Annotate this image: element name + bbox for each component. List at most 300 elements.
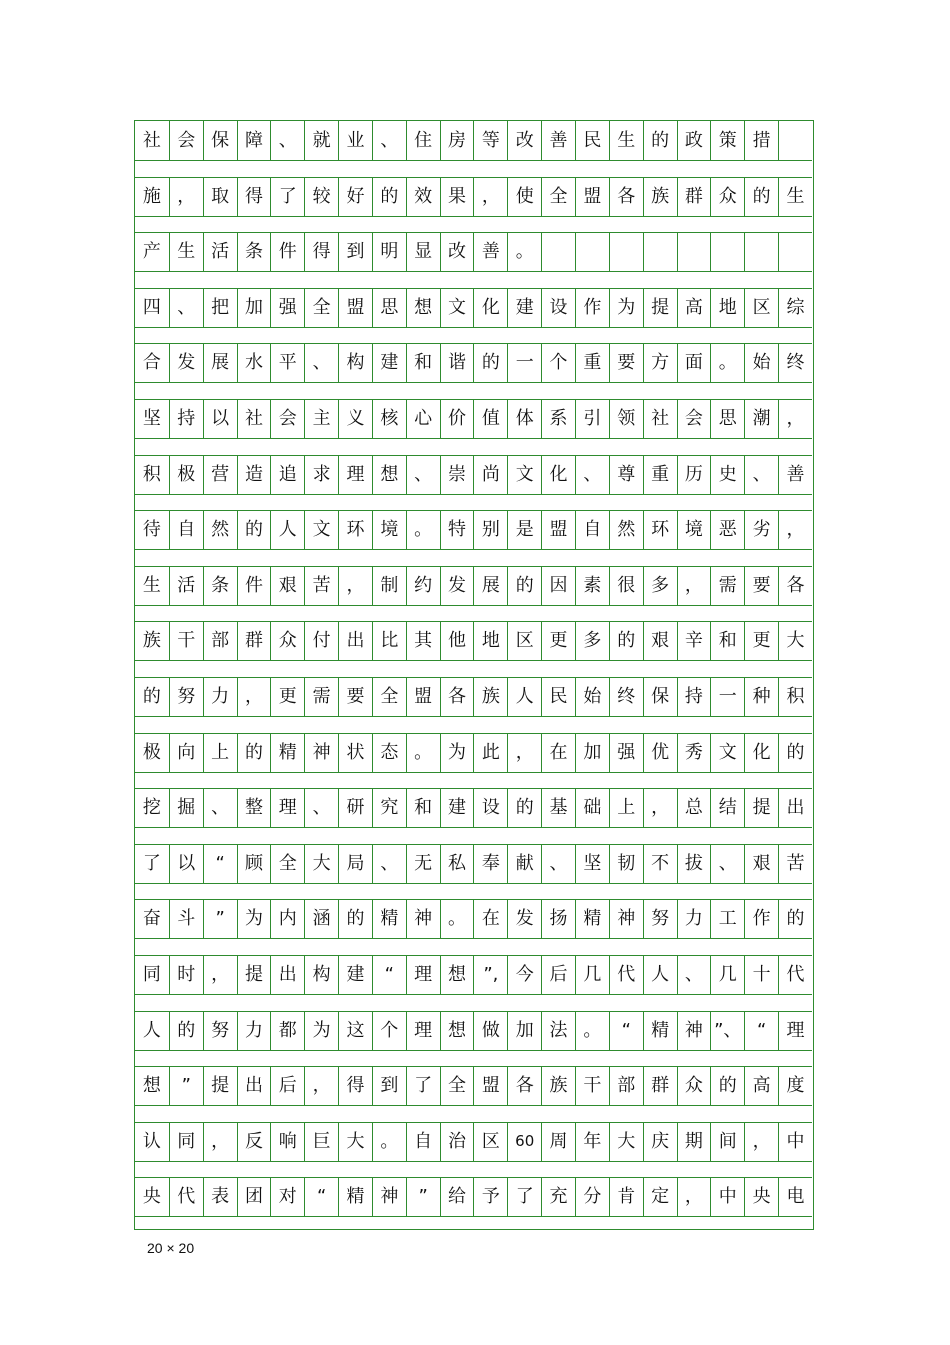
grid-size-label: 20 × 20 [147,1240,195,1256]
grid-cell: 私 [440,844,474,884]
grid-cell: 谐 [440,343,474,383]
grid-cell: 显 [406,232,440,272]
grid-cell [677,232,711,272]
grid-cell: 了 [507,1177,541,1217]
grid-cell: 各 [440,677,474,717]
grid-cell: 、 [372,121,406,161]
grid-cell: 60 [507,1122,541,1162]
grid-cell: 状 [338,733,372,773]
grid-cell: 同 [169,1122,203,1162]
grid-cell: 盟 [338,288,372,328]
grid-cell: 想 [440,955,474,995]
grid-cell: 盟 [575,177,609,217]
grid-cell: 核 [372,399,406,439]
grid-cell: ， [677,1177,711,1217]
grid-cell: ， [677,566,711,606]
grid-cell: 政 [677,121,711,161]
grid-cell: 加 [507,1011,541,1051]
grid-cell: 掘 [169,788,203,828]
grid-cell: “ [203,844,237,884]
grid-cell: 等 [473,121,507,161]
grid-cell: 族 [135,621,169,661]
grid-cell: 优 [643,733,677,773]
grid-cell: 尚 [473,455,507,495]
grid-cell: 自 [575,510,609,550]
grid-cell: 要 [338,677,372,717]
grid-cell: 基 [541,788,575,828]
grid-line [135,121,812,161]
grid-cell: 、 [541,844,575,884]
grid-cell: 、 [304,343,338,383]
grid-cell: 力 [203,677,237,717]
grid-cell: ， [203,955,237,995]
grid-cell: 度 [778,1066,812,1106]
grid-cell: 保 [203,121,237,161]
grid-cell: 个 [372,1011,406,1051]
grid-cell: 活 [169,566,203,606]
grid-cell: 生 [778,177,812,217]
grid-cell: 治 [440,1122,474,1162]
grid-cell: 要 [609,343,643,383]
grid-cell: 建 [440,788,474,828]
grid-cell: 部 [203,621,237,661]
grid-cell: 人 [135,1011,169,1051]
grid-cell: 强 [609,733,643,773]
grid-cell: 营 [203,455,237,495]
grid-cell: 四 [135,288,169,328]
grid-cell: 活 [203,232,237,272]
grid-cell: 族 [473,677,507,717]
grid-cell: 的 [507,788,541,828]
grid-cell: 的 [237,510,271,550]
grid-cell: 给 [440,1177,474,1217]
grid-cell: ”、 [710,1011,744,1051]
grid-cell: 精 [643,1011,677,1051]
grid-cell: 涵 [304,899,338,939]
grid-cell: 强 [270,288,304,328]
grid-cell: 区 [744,288,778,328]
grid-cell: ， [778,399,812,439]
grid-line [135,844,812,884]
grid-cell: 的 [609,621,643,661]
grid-cell: 电 [778,1177,812,1217]
grid-cell: 地 [710,288,744,328]
grid-cell [744,232,778,272]
grid-cell: 中 [710,1177,744,1217]
grid-cell: 在 [541,733,575,773]
grid-cell: 盟 [473,1066,507,1106]
grid-line [135,1122,812,1162]
grid-cell: 使 [507,177,541,217]
grid-cell: 定 [643,1177,677,1217]
grid-cell: 措 [744,121,778,161]
grid-cell: 始 [744,343,778,383]
grid-cell: 好 [338,177,372,217]
grid-cell: 需 [304,677,338,717]
grid-cell: 区 [473,1122,507,1162]
grid-cell: 大 [609,1122,643,1162]
grid-cell: 几 [710,955,744,995]
grid-cell: 因 [541,566,575,606]
grid-cell: 为 [609,288,643,328]
grid-cell: 、 [203,788,237,828]
grid-cell: 众 [710,177,744,217]
grid-cell: 艰 [270,566,304,606]
grid-cell: 。 [440,899,474,939]
grid-cell: 。 [406,733,440,773]
grid-cell: 团 [237,1177,271,1217]
grid-cell: ， [203,1122,237,1162]
grid-cell: 建 [372,343,406,383]
grid-cell: 人 [507,677,541,717]
grid-cell: 得 [338,1066,372,1106]
grid-cell: 了 [135,844,169,884]
grid-cell: 明 [372,232,406,272]
grid-cell: “ [304,1177,338,1217]
grid-cell: 挖 [135,788,169,828]
grid-cell: 极 [135,733,169,773]
grid-line [135,399,812,439]
grid-cell: 拔 [677,844,711,884]
grid-cell: 、 [710,844,744,884]
grid-cell: 苦 [778,844,812,884]
grid-cell: 局 [338,844,372,884]
grid-line [135,232,812,272]
grid-cell: 要 [744,566,778,606]
grid-cell: 加 [237,288,271,328]
grid-cell: 自 [406,1122,440,1162]
grid-cell: 努 [643,899,677,939]
grid-cell: 把 [203,288,237,328]
grid-cell: 效 [406,177,440,217]
grid-cell: 究 [372,788,406,828]
grid-cell: 特 [440,510,474,550]
grid-cell: 化 [541,455,575,495]
grid-cell: 的 [169,1011,203,1051]
grid-cell: 神 [372,1177,406,1217]
grid-cell [643,232,677,272]
grid-cell: 代 [778,955,812,995]
grid-cell: 上 [203,733,237,773]
grid-cell: 是 [507,510,541,550]
grid-cell: 会 [677,399,711,439]
grid-cell [541,232,575,272]
grid-cell: 。 [575,1011,609,1051]
grid-cell: 文 [710,733,744,773]
grid-cell: 善 [778,455,812,495]
grid-line [135,288,812,328]
grid-cell: 文 [304,510,338,550]
grid-cell: 今 [507,955,541,995]
grid-cell: 追 [270,455,304,495]
grid-cell: 取 [203,177,237,217]
grid-cell: 理 [778,1011,812,1051]
grid-cell: 想 [135,1066,169,1106]
grid-cell: 一 [507,343,541,383]
grid-cell: 始 [575,677,609,717]
grid-cell: 认 [135,1122,169,1162]
grid-cell: 和 [710,621,744,661]
grid-cell: 其 [406,621,440,661]
grid-cell: 境 [677,510,711,550]
grid-cell: 造 [237,455,271,495]
grid-cell: 理 [406,955,440,995]
grid-cell: 、 [677,955,711,995]
grid-cell: 此 [473,733,507,773]
grid-cell: 社 [135,121,169,161]
grid-line [135,1177,812,1217]
grid-cell: 盟 [406,677,440,717]
grid-cell: 的 [778,733,812,773]
grid-cell: 更 [270,677,304,717]
grid-cell: 想 [440,1011,474,1051]
grid-cell: 全 [440,1066,474,1106]
grid-cell: ， [507,733,541,773]
grid-cell: 善 [541,121,575,161]
grid-cell: ， [744,1122,778,1162]
grid-cell: 业 [338,121,372,161]
grid-cell: 待 [135,510,169,550]
grid-cell: 各 [507,1066,541,1106]
grid-cell: 了 [406,1066,440,1106]
grid-line [135,899,812,939]
grid-line [135,1066,812,1106]
grid-cell: 不 [643,844,677,884]
grid-cell: 化 [473,288,507,328]
grid-cell: 民 [541,677,575,717]
grid-cell: 大 [778,621,812,661]
grid-cell: 求 [304,455,338,495]
grid-cell: 社 [237,399,271,439]
grid-cell: 文 [507,455,541,495]
grid-cell: 为 [304,1011,338,1051]
grid-cell: 庆 [643,1122,677,1162]
grid-cell: 的 [778,899,812,939]
grid-cell: 干 [575,1066,609,1106]
grid-cell: 件 [270,232,304,272]
grid-cell: 人 [643,955,677,995]
grid-cell: 劣 [744,510,778,550]
grid-cell: 多 [643,566,677,606]
grid-cell: 的 [135,677,169,717]
grid-line [135,788,812,828]
grid-cell: 需 [710,566,744,606]
grid-cell: 引 [575,399,609,439]
grid-cell: 生 [609,121,643,161]
grid-cell: 中 [778,1122,812,1162]
grid-cell: 时 [169,955,203,995]
grid-cell: 众 [677,1066,711,1106]
grid-cell: 部 [609,1066,643,1106]
grid-cell: 反 [237,1122,271,1162]
grid-cell: 、 [270,121,304,161]
grid-cell: 献 [507,844,541,884]
grid-cell: 建 [338,955,372,995]
grid-cell: 义 [338,399,372,439]
grid-cell: 文 [440,288,474,328]
grid-cell: 高 [677,288,711,328]
grid-cell: 上 [609,788,643,828]
grid-cell: 展 [203,343,237,383]
grid-cell: ， [643,788,677,828]
grid-cell: 族 [541,1066,575,1106]
grid-cell: 工 [710,899,744,939]
grid-cell: 的 [338,899,372,939]
grid-cell: 秀 [677,733,711,773]
grid-cell: 大 [338,1122,372,1162]
grid-cell: 构 [304,955,338,995]
grid-cell: 方 [643,343,677,383]
grid-cell: 神 [304,733,338,773]
grid-cell: 央 [135,1177,169,1217]
grid-cell: 全 [304,288,338,328]
grid-cell: 合 [135,343,169,383]
grid-cell: 提 [203,1066,237,1106]
grid-cell: 央 [744,1177,778,1217]
grid-cell: 的 [710,1066,744,1106]
grid-cell: ， [338,566,372,606]
grid-cell: ” [203,899,237,939]
grid-cell: 为 [237,899,271,939]
grid-cell: 周 [541,1122,575,1162]
grid-cell: 顾 [237,844,271,884]
grid-cell: 群 [677,177,711,217]
grid-cell: 众 [270,621,304,661]
grid-cell: 大 [304,844,338,884]
grid-cell: 水 [237,343,271,383]
grid-cell: 房 [440,121,474,161]
grid-cell: 全 [372,677,406,717]
grid-cell: 后 [541,955,575,995]
grid-cell: 努 [203,1011,237,1051]
grid-cell: 分 [575,1177,609,1217]
grid-cell: 思 [710,399,744,439]
grid-cell: 扬 [541,899,575,939]
grid-cell: 力 [237,1011,271,1051]
grid-cell: 然 [203,510,237,550]
grid-cell: 潮 [744,399,778,439]
grid-cell: 得 [237,177,271,217]
grid-cell: 苦 [304,566,338,606]
grid-line [135,566,812,606]
grid-line [135,510,812,550]
grid-cell: 积 [135,455,169,495]
grid-cell: 社 [643,399,677,439]
grid-cell: 提 [744,788,778,828]
grid-cell: 改 [440,232,474,272]
grid-cell: 思 [372,288,406,328]
grid-cell: 史 [710,455,744,495]
grid-cell: 础 [575,788,609,828]
grid-cell: 策 [710,121,744,161]
grid-cell: 到 [372,1066,406,1106]
grid-cell: 坚 [575,844,609,884]
grid-cell: 十 [744,955,778,995]
grid-cell: 的 [237,733,271,773]
grid-cell: 更 [744,621,778,661]
grid-cell: 。 [710,343,744,383]
grid-cell: 设 [541,288,575,328]
grid-cell: 出 [338,621,372,661]
grid-cell: 种 [744,677,778,717]
grid-cell: 更 [541,621,575,661]
grid-cell: 内 [270,899,304,939]
grid-cell: 到 [338,232,372,272]
grid-cell: 在 [473,899,507,939]
grid-cell: 神 [609,899,643,939]
grid-cell: 条 [203,566,237,606]
grid-cell: 终 [778,343,812,383]
grid-cell: 同 [135,955,169,995]
grid-cell: 条 [237,232,271,272]
grid-cell [609,232,643,272]
grid-cell: 会 [270,399,304,439]
grid-cell: 几 [575,955,609,995]
grid-cell: 领 [609,399,643,439]
grid-cell: 响 [270,1122,304,1162]
grid-cell: 、 [304,788,338,828]
grid-cell: 作 [575,288,609,328]
grid-line [135,733,812,773]
grid-cell: 会 [169,121,203,161]
grid-cell: 出 [778,788,812,828]
grid-cell [778,232,812,272]
grid-cell: 无 [406,844,440,884]
grid-cell: 和 [406,788,440,828]
grid-cell: 的 [473,343,507,383]
grid-cell: 提 [237,955,271,995]
grid-cell: 研 [338,788,372,828]
grid-line [135,455,812,495]
grid-cell [710,232,744,272]
grid-cell: 多 [575,621,609,661]
grid-cell: 神 [677,1011,711,1051]
grid-cell: 族 [643,177,677,217]
grid-cell: 以 [169,844,203,884]
grid-cell: 艰 [643,621,677,661]
grid-cell: 为 [440,733,474,773]
grid-cell: 精 [270,733,304,773]
grid-cell: 表 [203,1177,237,1217]
grid-cell: 善 [473,232,507,272]
grid-cell: 和 [406,343,440,383]
grid-cell: 保 [643,677,677,717]
grid-cell: 。 [406,510,440,550]
grid-cell: 想 [406,288,440,328]
grid-cell: 后 [270,1066,304,1106]
grid-cell: 代 [169,1177,203,1217]
grid-cell: 产 [135,232,169,272]
grid-cell: 理 [406,1011,440,1051]
grid-cell: 艰 [744,844,778,884]
grid-line [135,677,812,717]
grid-cell: 地 [473,621,507,661]
grid-cell: 障 [237,121,271,161]
grid-cell: 发 [169,343,203,383]
grid-cell: 向 [169,733,203,773]
grid-cell: 持 [677,677,711,717]
grid-cell: 尊 [609,455,643,495]
grid-cell: 发 [440,566,474,606]
grid-cell: 比 [372,621,406,661]
grid-cell: 神 [406,899,440,939]
grid-cell: 人 [270,510,304,550]
grid-cell: 的 [643,121,677,161]
grid-cell: 设 [473,788,507,828]
grid-cell: 环 [643,510,677,550]
grid-cell: 终 [609,677,643,717]
grid-cell: 各 [778,566,812,606]
